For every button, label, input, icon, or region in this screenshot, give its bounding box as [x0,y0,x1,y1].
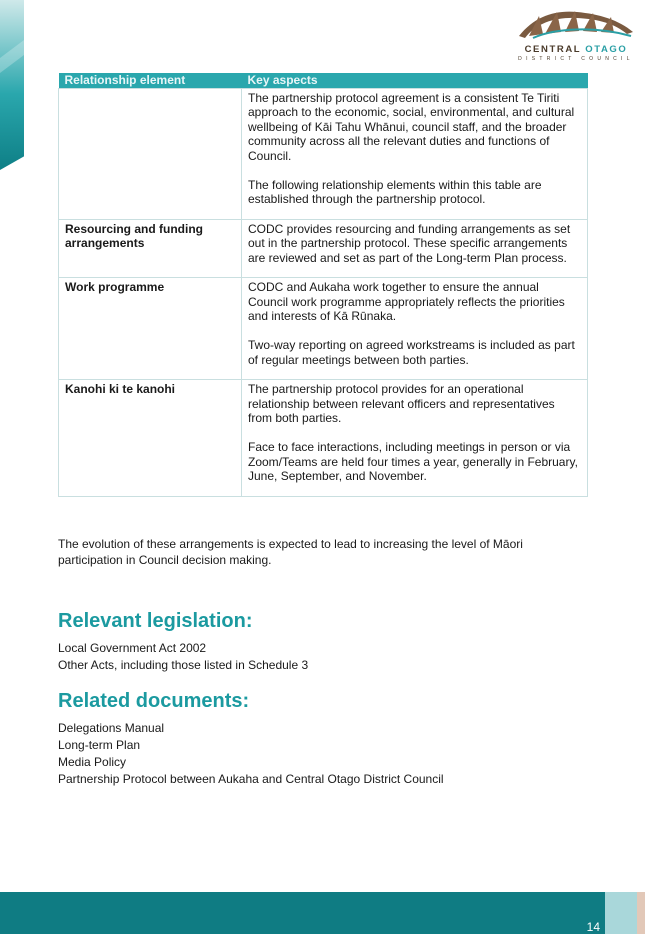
relationship-element-cell: Work programme [59,278,242,380]
key-aspect-paragraph: The following relationship elements within this table are established through the partnership protocol. [248,177,542,206]
key-aspects-cell [242,278,588,380]
footer-bar [0,892,605,934]
list-item: Long-term Plan [58,738,141,752]
logo-wordmark: CENTRAL OTAGO [524,44,628,55]
key-aspect-paragraph: CODC provides resourcing and funding arrangements as set out in the partnership protocol. These specific arrangements are reviewed and set as part of the Long-term Plan process. [248,221,571,265]
table-header-row [59,73,588,88]
council-logo [515,6,637,64]
relationship-table [58,73,588,497]
logo-subtitle: DISTRICT COUNCIL [518,56,634,62]
key-aspect-paragraph: The partnership protocol agreement is a consistent Te Tiriti approach to the economic, social, environmental, and cultural wellbeing of Kāi Tahu Whānui, council staff, and the broader community across all the relevant duties and functions of Council. [248,90,575,163]
table-row [59,219,588,278]
list-item: Media Policy [58,755,127,769]
key-aspects-cell [242,88,588,219]
relationship-element-cell: Resourcing and funding arrangements [59,219,242,278]
table-row [59,278,588,380]
legislation-heading: Relevant legislation: [58,610,253,632]
related-documents-heading: Related documents: [58,690,250,712]
relationship-element-cell [59,88,242,219]
list-item: Partnership Protocol between Aukaha and Central Otago District Council [58,772,444,786]
key-aspects-cell [242,380,588,497]
mountains-logo-icon [515,6,637,42]
list-item: Delegations Manual [58,721,165,735]
column-header: Relationship element [59,73,242,88]
key-aspect-paragraph: Two-way reporting on agreed workstreams is included as part of regular meetings between both parties. [248,338,575,367]
key-aspects-cell [242,219,588,278]
page-number: 14 [586,920,600,934]
left-decorative-stripe [0,0,24,170]
footer-accent-block [605,892,637,934]
key-aspect-paragraph: The partnership protocol provides for an operational relationship between relevant officers and representatives from both parties. [248,382,555,425]
table-row [59,88,588,219]
footer-edge-block [637,892,645,934]
evolution-paragraph: The evolution of these arrangements is expected to lead to increasing the level of Māori participation in Council decision making. [58,537,523,567]
legislation-list [58,640,308,674]
list-item: Other Acts, including those listed in Schedule 3 [58,658,309,672]
related-documents-list [58,720,444,788]
key-aspect-paragraph: CODC and Aukaha work together to ensure the annual Council work programme appropriately reflects the priorities and interests of Kā Rūnaka. [248,280,565,323]
key-aspect-paragraph: Face to face interactions, including meetings in person or via Zoom/Teams are held four times a year, generally in February, June, September, and November. [248,440,578,483]
table-row [59,380,588,497]
relationship-element-cell: Kanohi ki te kanohi [59,380,242,497]
column-header: Key aspects [242,73,588,88]
list-item: Local Government Act 2002 [58,641,207,655]
